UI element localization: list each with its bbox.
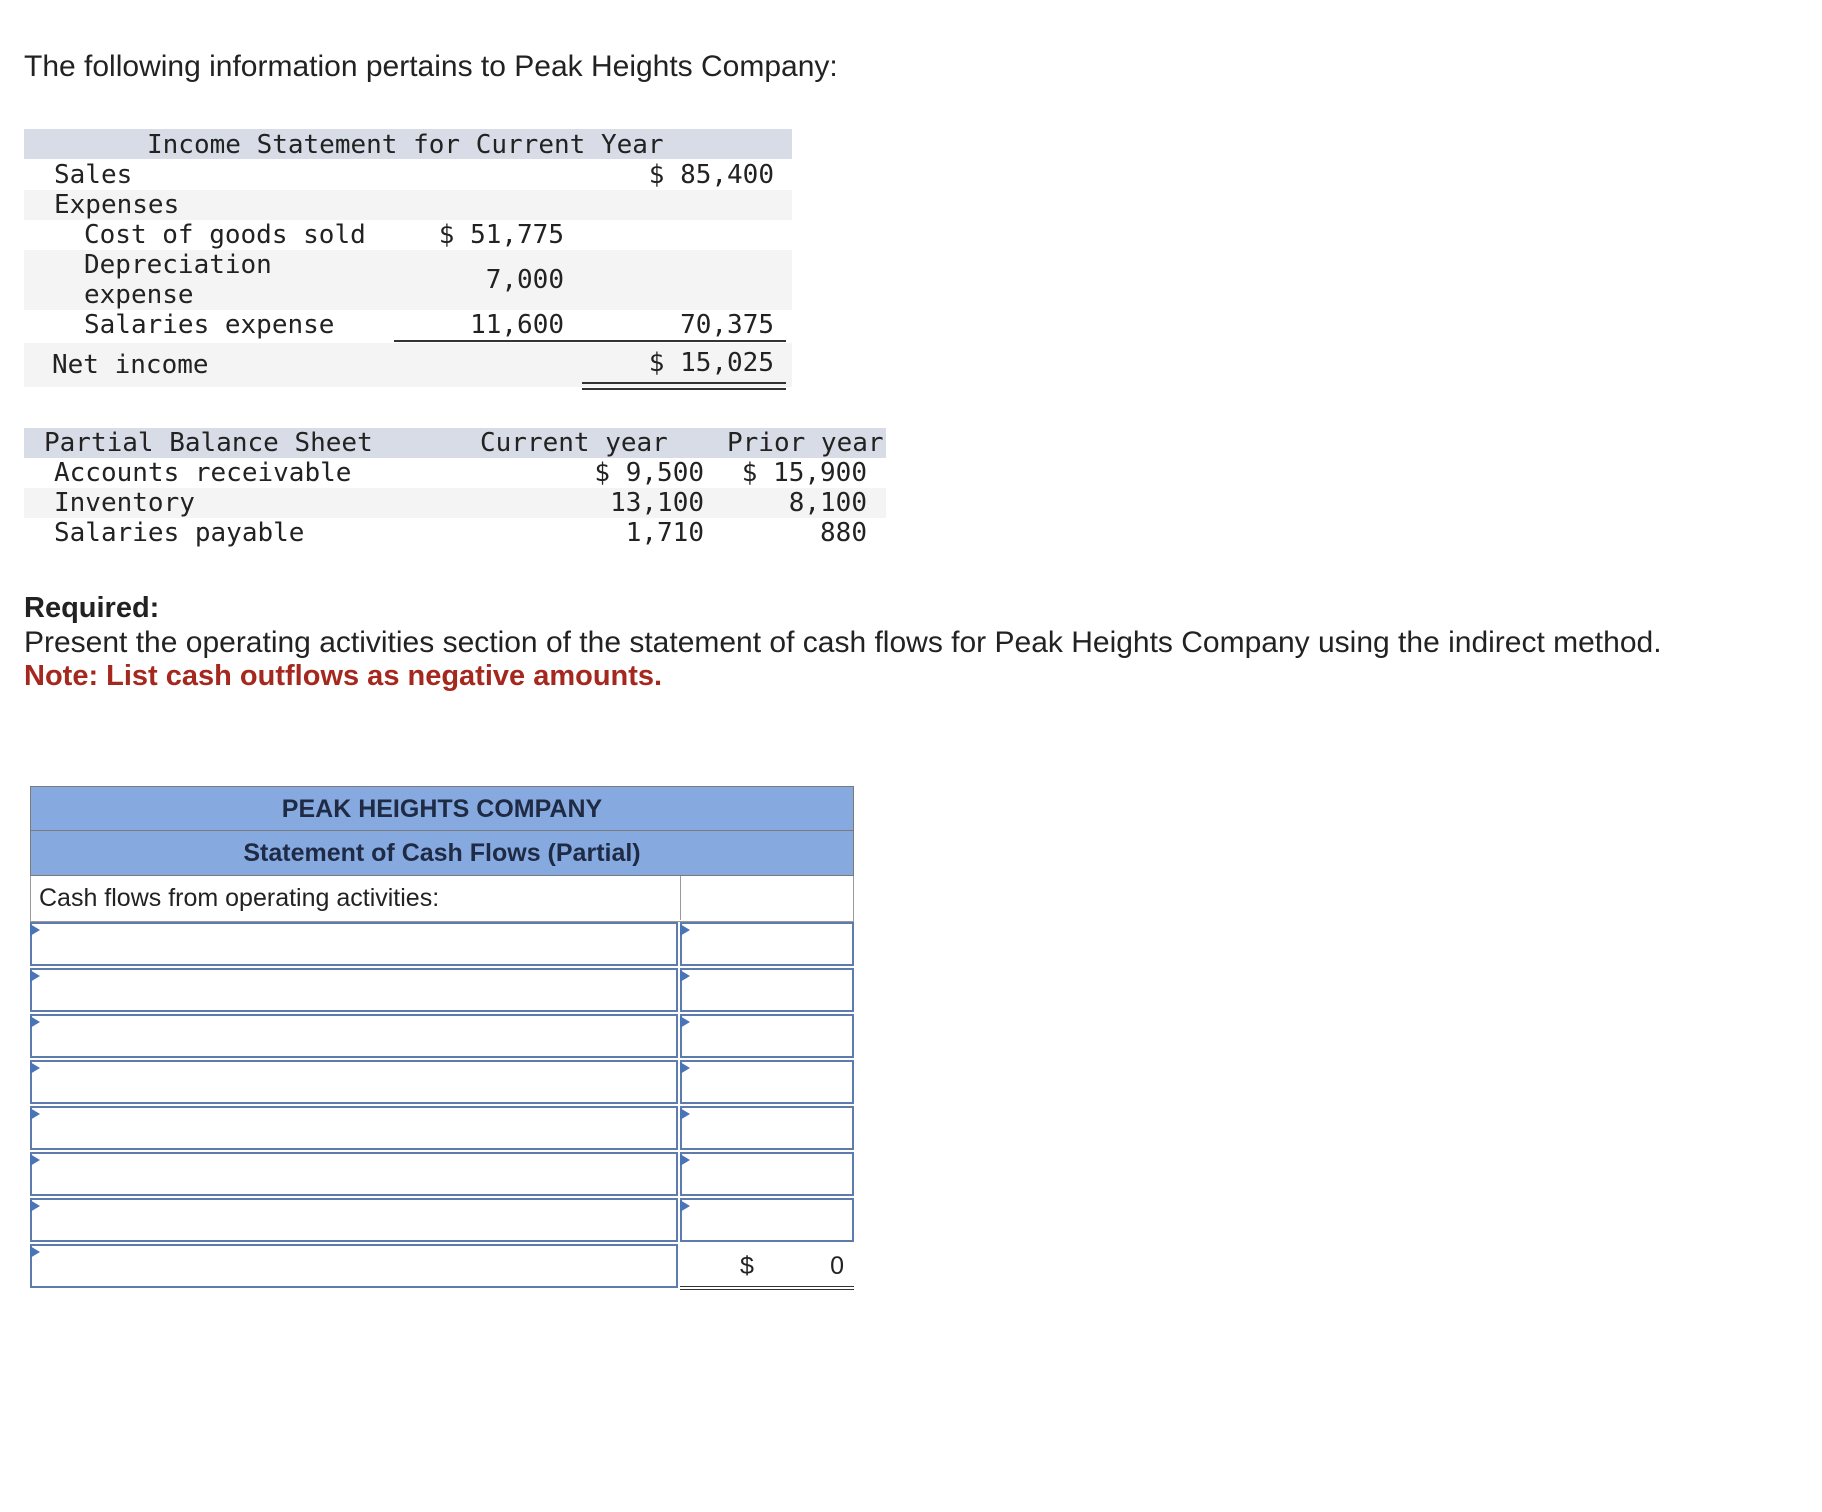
cf-input-row (30, 968, 854, 1014)
dropdown-arrow-icon (30, 1200, 40, 1212)
is-cogs-value: $ 51,775 (438, 220, 564, 250)
cf-input-row (30, 1152, 854, 1198)
is-total-expenses: 70,375 (680, 310, 774, 340)
is-underline-expenses (394, 340, 594, 342)
cf-description-input[interactable] (30, 1014, 678, 1058)
dropdown-arrow-icon (680, 1154, 690, 1166)
cf-input-row (30, 1106, 854, 1152)
required-text: Present the operating activities section of the statement of cash flows for Peak Heights Company using the indirect method. (24, 626, 1662, 659)
cf-section-label: Cash flows from operating activities: (31, 876, 681, 920)
dropdown-arrow-icon (30, 1246, 40, 1258)
is-sal-label: Salaries expense (84, 310, 335, 340)
cf-input-row (30, 922, 854, 968)
bs-row-prior: 8,100 (788, 488, 867, 518)
cf-amount-input[interactable] (680, 922, 854, 966)
cf-amount-input[interactable] (680, 968, 854, 1012)
cf-total-row (30, 1244, 854, 1290)
dropdown-arrow-icon (680, 1062, 690, 1074)
dropdown-arrow-icon (680, 1200, 690, 1212)
cf-total-cell (680, 1244, 854, 1290)
cf-input-row (30, 1198, 854, 1244)
cf-input-rows (30, 922, 854, 1292)
dropdown-arrow-icon (30, 1062, 40, 1074)
bs-row-current: 13,100 (610, 488, 704, 518)
is-double-underline (582, 382, 786, 390)
cf-amount-input[interactable] (680, 1198, 854, 1242)
bs-row-prior: 880 (820, 518, 867, 548)
cf-input-row (30, 1014, 854, 1060)
is-expenses-label: Expenses (54, 190, 180, 220)
is-dep-label-2: expense (84, 280, 194, 310)
dropdown-arrow-icon (30, 1154, 40, 1166)
is-cogs-label: Cost of goods sold (84, 220, 366, 250)
bs-title: Partial Balance Sheet (44, 428, 373, 458)
bs-row-prior: $ 15,900 (741, 458, 867, 488)
dropdown-arrow-icon (30, 970, 40, 982)
dropdown-arrow-icon (680, 1016, 690, 1028)
cf-total-currency: $ (740, 1252, 754, 1280)
bs-row-current: $ 9,500 (594, 458, 704, 488)
cf-description-input[interactable] (30, 1060, 678, 1104)
is-underline-total (582, 340, 786, 342)
required-note: Note: List cash outflows as negative amounts. (24, 660, 663, 692)
is-net-label: Net income (52, 350, 209, 380)
cf-description-input[interactable] (30, 1106, 678, 1150)
is-sales-value: $ 85,400 (648, 160, 774, 190)
cf-description-input[interactable] (30, 922, 678, 966)
bs-row-label: Inventory (54, 488, 195, 518)
is-dep-value: 7,000 (485, 265, 564, 295)
cf-total-value: 0 (830, 1252, 844, 1280)
bs-row-label: Accounts receivable (54, 458, 352, 488)
dropdown-arrow-icon (30, 1108, 40, 1120)
cash-flow-statement (30, 786, 854, 1292)
cf-amount-input[interactable] (680, 1106, 854, 1150)
bs-row-current: 1,710 (625, 518, 704, 548)
is-net-value: $ 15,025 (648, 348, 774, 378)
cf-description-input[interactable] (30, 1198, 678, 1242)
dropdown-arrow-icon (680, 924, 690, 936)
bs-col-current: Current year (480, 428, 668, 458)
dropdown-arrow-icon (680, 1108, 690, 1120)
cf-description-input[interactable] (30, 968, 678, 1012)
is-dep-label-1: Depreciation (84, 250, 272, 280)
cf-amount-input[interactable] (680, 1014, 854, 1058)
dropdown-arrow-icon (30, 1016, 40, 1028)
cf-description-input[interactable] (30, 1152, 678, 1196)
bs-row-label: Salaries payable (54, 518, 305, 548)
intro-text: The following information pertains to Peak Heights Company: (24, 50, 838, 83)
is-title: Income Statement for Current Year (147, 130, 664, 160)
bs-col-prior: Prior year (727, 428, 884, 458)
dropdown-arrow-icon (30, 924, 40, 936)
cf-amount-input[interactable] (680, 1152, 854, 1196)
is-sales-label: Sales (54, 160, 133, 190)
is-sal-value: 11,600 (470, 310, 564, 340)
cf-company-header: PEAK HEIGHTS COMPANY (30, 786, 854, 831)
cf-total-description-input[interactable] (30, 1244, 678, 1288)
dropdown-arrow-icon (680, 970, 690, 982)
cf-statement-header: Statement of Cash Flows (Partial) (30, 831, 854, 876)
cf-input-row (30, 1060, 854, 1106)
cf-amount-input[interactable] (680, 1060, 854, 1104)
required-title: Required: (24, 592, 160, 624)
cf-section-row (30, 876, 854, 922)
